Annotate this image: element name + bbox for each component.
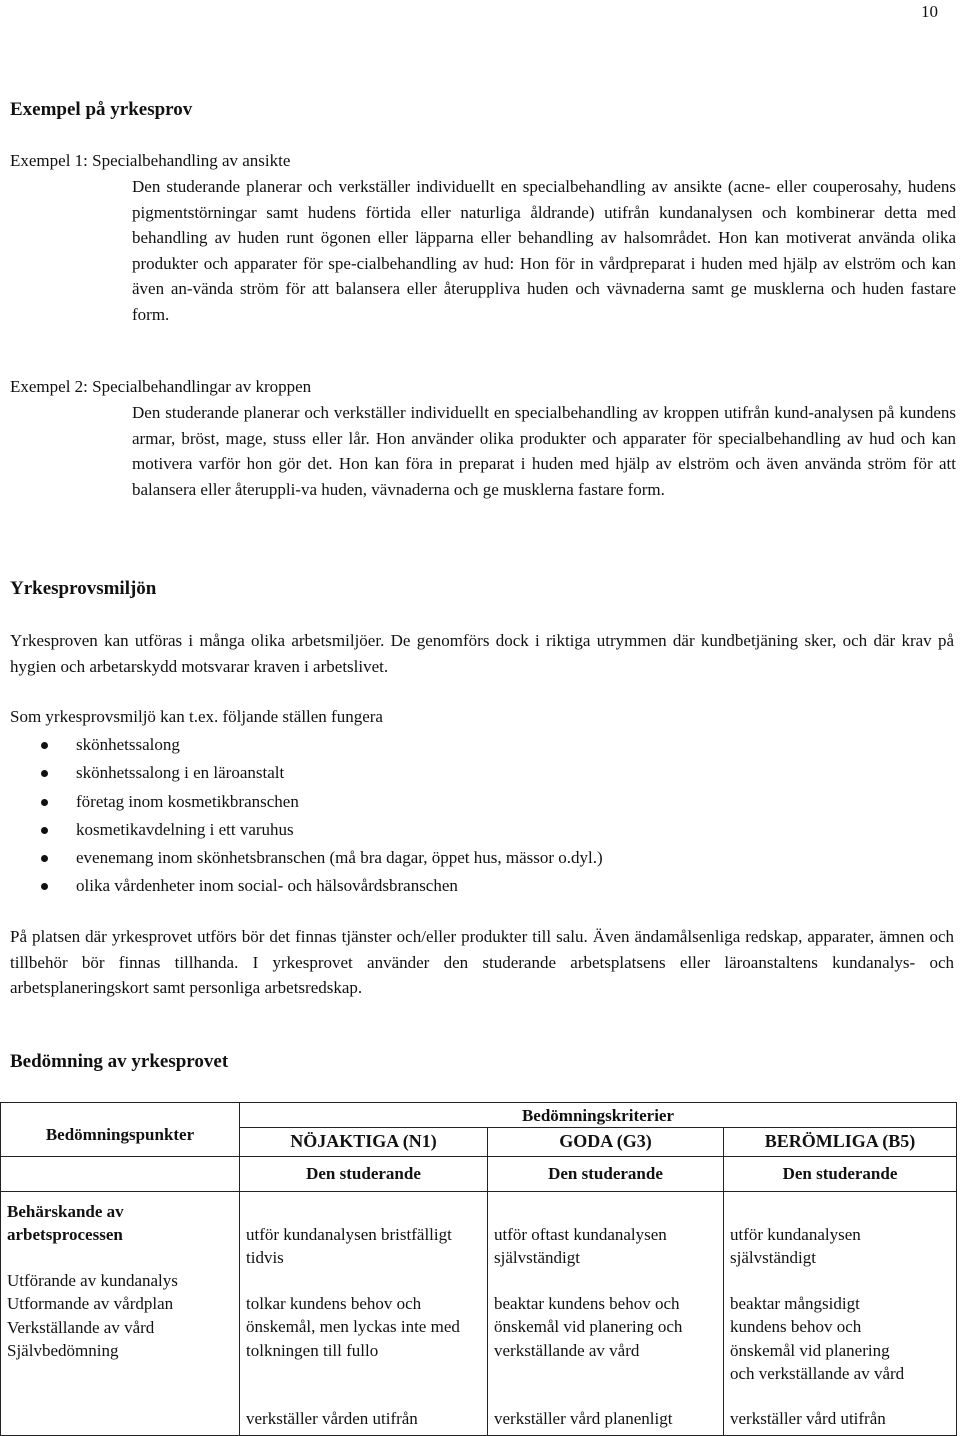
environment-list [10, 731, 940, 901]
subject-b5: Den studerande [724, 1156, 957, 1191]
bullet-icon [41, 742, 48, 749]
header-assessment-criteria: Bedömningskriterier [240, 1103, 957, 1128]
bullet-icon [41, 883, 48, 890]
section-heading-examples: Exempel på yrkesprov [10, 99, 193, 120]
environment-paragraph-2: På platsen där yrkesprovet utförs bör det finnas tjänster och/eller produkter till salu. Även ändamålsenliga redskap, apparater, ämnen och tillbehör bör finnas tillhanda. I yrkesprovet använder den studerande arbetsplatsens eller läroanstaltens kundanalys- och arbetsplaneringskort samt personliga arbetsredskap. [10, 927, 954, 997]
list-item: olika vårdenheter inom social- och hälsovårdsbranschen [10, 872, 940, 900]
subject-g3: Den studerande [488, 1156, 724, 1191]
list-item: skönhetssalong i en läroanstalt [10, 759, 940, 787]
criterion-text: utför oftast kundanalysen självständigt [494, 1224, 667, 1267]
list-intro: Som yrkesprovsmiljö kan t.ex. följande ställen fungera [10, 707, 383, 726]
criterion-text: beaktar kundens behov och önskemål vid planering och verkställande av vård [494, 1293, 683, 1360]
row-assessment-point [1, 1191, 240, 1435]
subject-n1: Den studerande [240, 1156, 488, 1191]
row-item: Utförande av kundanalys [7, 1270, 178, 1290]
row-item: Självbedömning [7, 1341, 119, 1360]
example1-text: Den studerande planerar och verkställer individuellt en specialbehandling av ansikte (acne- eller couperosahy, hudens pigmentstörningar samt hudens förtida eller naturliga åldrande) utifrån kundanalysen och kombinerar detta med behandling av huden runt ögonen eller läpparna eller behandling av halsområdet. Hon kan motiverat använda olika produkter och apparater för spe-cialbehandling av hud: Hon för in vårdpreparat i huden med hjälp av elström och kan även an-vända ström för att balansera eller återuppliva huden och vävnaderna samt ge musklerna och huden fastare form. [132, 177, 956, 324]
cell-g3 [488, 1191, 724, 1435]
row-item: Verkställande av vård [7, 1317, 155, 1337]
list-item: evenemang inom skönhetsbranschen (må bra dagar, öppet hus, mässor o.dyl.) [10, 844, 940, 872]
example2-text: Den studerande planerar och verkställer individuellt en specialbehandling av kroppen utifrån kund-analysen på kundens armar, bröst, mage, stuss eller lår. Hon använder olika produkter och apparater för specialbehandling av hud och kan motivera varför hon gör det. Hon kan föra in preparat i huden med hjälp av elström och även använda ström för att balansera eller återuppli-va huden, vävnaderna och ge musklerna fastare form. [132, 403, 956, 499]
environment-paragraph: Yrkesproven kan utföras i många olika arbetsmiljöer. De genomförs dock i riktiga utrymmen där kundbetjäning sker, och där krav på hygien och arbetarskydd motsvarar kraven i arbetslivet. [10, 631, 954, 676]
list-item: kosmetikavdelning i ett varuhus [10, 816, 940, 844]
example2-title: Exempel 2: Specialbehandlingar av kroppen [10, 377, 312, 396]
page-number: 10 [921, 2, 938, 21]
bullet-icon [41, 855, 48, 862]
cell-b5 [724, 1191, 957, 1435]
header-level-g3: GODA (G3) [488, 1128, 724, 1157]
list-item: skönhetssalong [10, 731, 940, 759]
bullet-icon [41, 799, 48, 806]
criterion-text: utför kundanalysen självständigt [730, 1224, 861, 1267]
criterion-text: verkställer vård utifrån [730, 1408, 886, 1428]
header-level-b5: BERÖMLIGA (B5) [724, 1128, 957, 1157]
section-heading-environment: Yrkesprovsmiljön [10, 578, 157, 599]
assessment-table [0, 1102, 957, 1436]
example1-title: Exempel 1: Specialbehandling av ansikte [10, 151, 291, 170]
table-row [1, 1191, 957, 1435]
criterion-text: beaktar mångsidigt kundens behov och önskemål vid planering och verkställande av vård [730, 1293, 905, 1383]
list-item: företag inom kosmetikbranschen [10, 788, 940, 816]
cell-n1 [240, 1191, 488, 1435]
criterion-text: verkställer vården utifrån [246, 1409, 418, 1428]
bullet-icon [41, 827, 48, 834]
row-item: Utformande av vårdplan [7, 1294, 174, 1313]
row-title: Behärskande av arbetsprocessen [7, 1201, 124, 1244]
header-level-n1: NÖJAKTIGA (N1) [240, 1128, 488, 1157]
criterion-text: tolkar kundens behov och önskemål, men lyckas inte med tolkningen till fullo [246, 1293, 460, 1360]
header-assessment-points: Bedömningspunkter [1, 1103, 240, 1157]
criterion-text: verkställer vård planenligt [494, 1409, 673, 1428]
empty-cell [1, 1156, 240, 1191]
bullet-icon [41, 770, 48, 777]
section-heading-assessment: Bedömning av yrkesprovet [10, 1051, 229, 1072]
criterion-text: utför kundanalysen bristfälligt tidvis [246, 1224, 452, 1267]
